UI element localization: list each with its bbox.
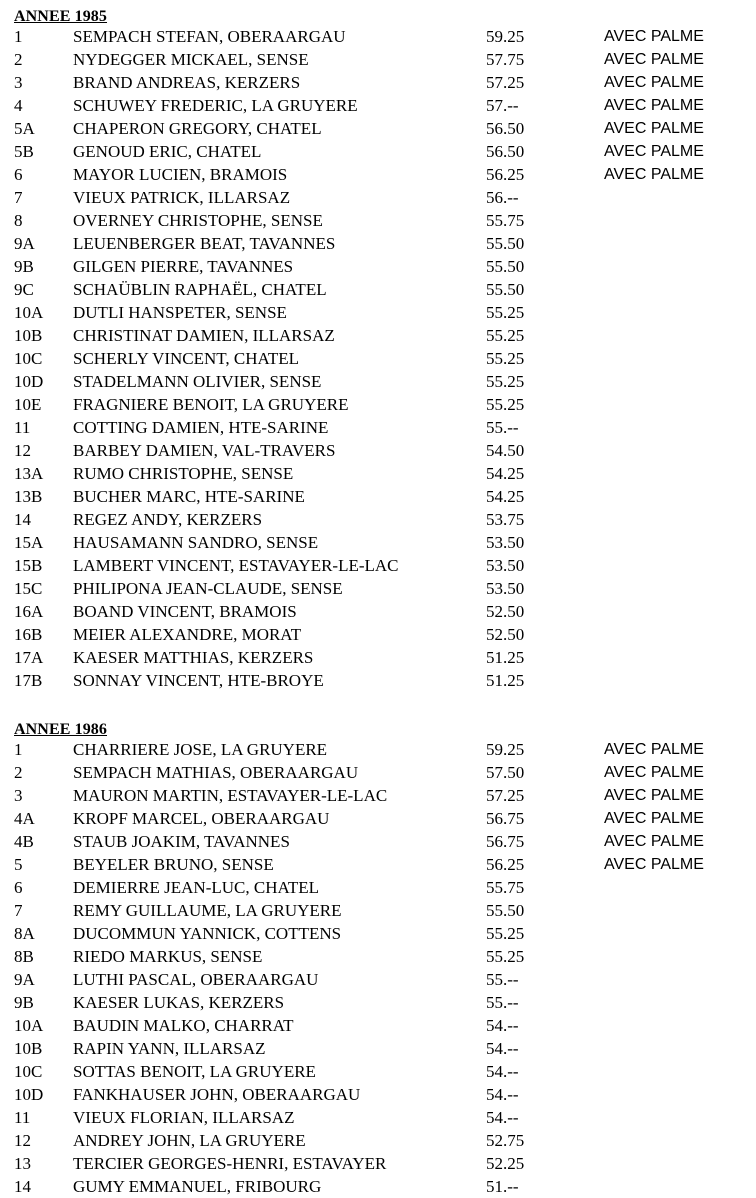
competitor-name: BEYELER BRUNO, SENSE (73, 855, 274, 874)
rank-cell: 14 (14, 1177, 31, 1196)
score-value: 51.25 (486, 648, 525, 667)
competitor-name: GILGEN PIERRE, TAVANNES (73, 257, 294, 276)
score-value: 55.75 (486, 211, 525, 230)
competitor-name: GENOUD ERIC, CHATEL (73, 142, 262, 161)
score-value: 55.25 (486, 303, 525, 322)
score-value: 57.25 (486, 786, 525, 805)
rank-cell: 10A (14, 1016, 44, 1035)
rank-cell: 15A (14, 533, 44, 552)
result-row (0, 876, 756, 899)
score-value: 55.50 (486, 234, 525, 253)
distinction-note: AVEC PALME (604, 97, 704, 114)
rank-cell: 10E (14, 395, 42, 414)
rank-cell: 10C (14, 1062, 43, 1081)
competitor-name: SONNAY VINCENT, HTE-BROYE (73, 671, 324, 690)
result-row (0, 508, 756, 531)
rank-cell: 12 (14, 1131, 31, 1150)
score-value: 51.25 (486, 671, 525, 690)
competitor-name: FANKHAUSER JOHN, OBERAARGAU (73, 1085, 361, 1104)
score-value: 53.50 (486, 556, 525, 575)
score-value: 53.50 (486, 579, 525, 598)
competitor-name: BOAND VINCENT, BRAMOIS (73, 602, 297, 621)
competitor-name: MAURON MARTIN, ESTAVAYER-LE-LAC (73, 786, 388, 805)
rank-cell: 9A (14, 234, 35, 253)
score-value: 57.-- (486, 96, 519, 115)
score-value: 55.-- (486, 418, 519, 437)
result-row (0, 669, 756, 692)
rank-cell: 3 (14, 73, 23, 92)
result-row (0, 922, 756, 945)
competitor-name: CHARRIERE JOSE, LA GRUYERE (73, 740, 328, 759)
score-value: 56.25 (486, 165, 525, 184)
rank-cell: 13B (14, 487, 43, 506)
result-row (0, 1060, 756, 1083)
rank-cell: 5A (14, 119, 35, 138)
competitor-name: CHAPERON GREGORY, CHATEL (73, 119, 322, 138)
result-row (0, 968, 756, 991)
rank-cell: 8B (14, 947, 34, 966)
competitor-name: KROPF MARCEL, OBERAARGAU (73, 809, 330, 828)
result-row (0, 554, 756, 577)
result-row (0, 784, 756, 807)
competitor-name: SCHAÜBLIN RAPHAËL, CHATEL (73, 280, 327, 299)
distinction-note: AVEC PALME (604, 74, 704, 91)
competitor-name: LAMBERT VINCENT, ESTAVAYER-LE-LAC (73, 556, 399, 575)
score-value: 55.50 (486, 257, 525, 276)
result-row (0, 1152, 756, 1175)
result-row (0, 71, 756, 94)
score-value: 59.25 (486, 740, 525, 759)
score-value: 55.25 (486, 326, 525, 345)
result-row (0, 577, 756, 600)
score-value: 54.-- (486, 1016, 519, 1035)
result-row (0, 1106, 756, 1129)
score-value: 56.25 (486, 855, 525, 874)
result-row (0, 945, 756, 968)
rank-cell: 10D (14, 1085, 44, 1104)
section-heading: ANNEE 1985 (14, 8, 108, 25)
result-row (0, 531, 756, 554)
rank-cell: 15B (14, 556, 43, 575)
score-value: 57.25 (486, 73, 525, 92)
rank-cell: 10C (14, 349, 43, 368)
competitor-name: VIEUX FLORIAN, ILLARSAZ (73, 1108, 295, 1127)
competitor-name: COTTING DAMIEN, HTE-SARINE (73, 418, 329, 437)
score-value: 56.75 (486, 809, 525, 828)
rank-cell: 10B (14, 326, 43, 345)
competitor-name: TERCIER GEORGES-HENRI, ESTAVAYER (73, 1154, 387, 1173)
result-row (0, 1175, 756, 1198)
result-row (0, 1083, 756, 1106)
competitor-name: PHILIPONA JEAN-CLAUDE, SENSE (73, 579, 343, 598)
score-value: 57.50 (486, 763, 525, 782)
result-row (0, 301, 756, 324)
result-row (0, 646, 756, 669)
rank-cell: 9A (14, 970, 35, 989)
rank-cell: 8 (14, 211, 23, 230)
competitor-name: VIEUX PATRICK, ILLARSAZ (73, 188, 291, 207)
distinction-note: AVEC PALME (604, 143, 704, 160)
result-row (0, 439, 756, 462)
result-row (0, 485, 756, 508)
score-value: 54.25 (486, 487, 525, 506)
competitor-name: NYDEGGER MICKAEL, SENSE (73, 50, 309, 69)
score-value: 54.-- (486, 1108, 519, 1127)
rank-cell: 11 (14, 418, 31, 437)
score-value: 55.25 (486, 372, 525, 391)
result-row (0, 1014, 756, 1037)
score-value: 57.75 (486, 50, 525, 69)
distinction-note: AVEC PALME (604, 741, 704, 758)
competitor-name: STAUB JOAKIM, TAVANNES (73, 832, 290, 851)
score-value: 55.25 (486, 924, 525, 943)
rank-cell: 12 (14, 441, 31, 460)
competitor-name: CHRISTINAT DAMIEN, ILLARSAZ (73, 326, 335, 345)
competitor-name: DUTLI HANSPETER, SENSE (73, 303, 287, 322)
rank-cell: 17A (14, 648, 44, 667)
rank-cell: 13A (14, 464, 44, 483)
score-value: 55.50 (486, 901, 525, 920)
results-list (0, 738, 756, 1198)
result-row (0, 255, 756, 278)
rank-cell: 13 (14, 1154, 31, 1173)
score-value: 54.25 (486, 464, 525, 483)
result-row (0, 761, 756, 784)
distinction-note: AVEC PALME (604, 120, 704, 137)
competitor-name: SCHERLY VINCENT, CHATEL (73, 349, 300, 368)
distinction-note: AVEC PALME (604, 833, 704, 850)
rank-cell: 10D (14, 372, 44, 391)
result-row (0, 232, 756, 255)
rank-cell: 11 (14, 1108, 31, 1127)
score-value: 52.25 (486, 1154, 525, 1173)
result-row (0, 48, 756, 71)
score-value: 53.75 (486, 510, 525, 529)
result-row (0, 738, 756, 761)
competitor-name: BUCHER MARC, HTE-SARINE (73, 487, 305, 506)
rank-cell: 9C (14, 280, 34, 299)
result-row (0, 370, 756, 393)
result-row (0, 94, 756, 117)
competitor-name: KAESER LUKAS, KERZERS (73, 993, 285, 1012)
competitor-name: MAYOR LUCIEN, BRAMOIS (73, 165, 288, 184)
distinction-note: AVEC PALME (604, 764, 704, 781)
result-row (0, 600, 756, 623)
competitor-name: BRAND ANDREAS, KERZERS (73, 73, 301, 92)
result-row (0, 347, 756, 370)
competitor-name: REMY GUILLAUME, LA GRUYERE (73, 901, 342, 920)
competitor-name: RUMO CHRISTOPHE, SENSE (73, 464, 294, 483)
rank-cell: 6 (14, 878, 23, 897)
result-row (0, 899, 756, 922)
competitor-name: STADELMANN OLIVIER, SENSE (73, 372, 322, 391)
result-row (0, 991, 756, 1014)
distinction-note: AVEC PALME (604, 810, 704, 827)
competitor-name: RAPIN YANN, ILLARSAZ (73, 1039, 266, 1058)
competitor-name: OVERNEY CHRISTOPHE, SENSE (73, 211, 323, 230)
rank-cell: 17B (14, 671, 43, 690)
competitor-name: BAUDIN MALKO, CHARRAT (73, 1016, 294, 1035)
competitor-name: SEMPACH MATHIAS, OBERAARGAU (73, 763, 359, 782)
rank-cell: 16B (14, 625, 43, 644)
result-row (0, 278, 756, 301)
competitor-name: HAUSAMANN SANDRO, SENSE (73, 533, 319, 552)
score-value: 56.50 (486, 142, 525, 161)
rank-cell: 16A (14, 602, 44, 621)
result-row (0, 117, 756, 140)
rank-cell: 15C (14, 579, 43, 598)
result-row (0, 163, 756, 186)
result-row (0, 623, 756, 646)
score-value: 55.25 (486, 349, 525, 368)
rank-cell: 8A (14, 924, 35, 943)
score-value: 51.-- (486, 1177, 519, 1196)
result-row (0, 462, 756, 485)
score-value: 56.50 (486, 119, 525, 138)
competitor-name: SCHUWEY FREDERIC, LA GRUYERE (73, 96, 358, 115)
rank-cell: 6 (14, 165, 23, 184)
competitor-name: LEUENBERGER BEAT, TAVANNES (73, 234, 336, 253)
competitor-name: LUTHI PASCAL, OBERAARGAU (73, 970, 319, 989)
competitor-name: DEMIERRE JEAN-LUC, CHATEL (73, 878, 320, 897)
distinction-note: AVEC PALME (604, 787, 704, 804)
result-row (0, 209, 756, 232)
score-value: 54.-- (486, 1085, 519, 1104)
score-value: 52.50 (486, 602, 525, 621)
result-row (0, 186, 756, 209)
score-value: 54.50 (486, 441, 525, 460)
rank-cell: 9B (14, 993, 34, 1012)
result-row (0, 25, 756, 48)
competitor-name: KAESER MATTHIAS, KERZERS (73, 648, 314, 667)
distinction-note: AVEC PALME (604, 51, 704, 68)
score-value: 52.75 (486, 1131, 525, 1150)
results-list (0, 25, 756, 692)
score-value: 55.75 (486, 878, 525, 897)
competitor-name: GUMY EMMANUEL, FRIBOURG (73, 1177, 322, 1196)
score-value: 55.-- (486, 993, 519, 1012)
competitor-name: RIEDO MARKUS, SENSE (73, 947, 263, 966)
section-heading: ANNEE 1986 (14, 721, 108, 738)
distinction-note: AVEC PALME (604, 166, 704, 183)
result-row (0, 1129, 756, 1152)
result-row (0, 140, 756, 163)
rank-cell: 7 (14, 901, 23, 920)
rank-cell: 10B (14, 1039, 43, 1058)
score-value: 54.-- (486, 1062, 519, 1081)
rank-cell: 4B (14, 832, 34, 851)
result-row (0, 830, 756, 853)
result-row (0, 807, 756, 830)
competitor-name: BARBEY DAMIEN, VAL-TRAVERS (73, 441, 336, 460)
competitor-name: REGEZ ANDY, KERZERS (73, 510, 263, 529)
score-value: 54.-- (486, 1039, 519, 1058)
rank-cell: 4 (14, 96, 23, 115)
competitor-name: SEMPACH STEFAN, OBERAARGAU (73, 27, 346, 46)
result-row (0, 324, 756, 347)
result-row (0, 416, 756, 439)
score-value: 56.75 (486, 832, 525, 851)
rank-cell: 3 (14, 786, 23, 805)
score-value: 55.25 (486, 947, 525, 966)
rank-cell: 1 (14, 27, 23, 46)
result-row (0, 393, 756, 416)
rank-cell: 2 (14, 50, 23, 69)
score-value: 53.50 (486, 533, 525, 552)
score-value: 55.50 (486, 280, 525, 299)
score-value: 59.25 (486, 27, 525, 46)
rank-cell: 10A (14, 303, 44, 322)
score-value: 55.-- (486, 970, 519, 989)
rank-cell: 9B (14, 257, 34, 276)
competitor-name: ANDREY JOHN, LA GRUYERE (73, 1131, 306, 1150)
score-value: 56.-- (486, 188, 519, 207)
result-row (0, 1037, 756, 1060)
rank-cell: 14 (14, 510, 31, 529)
score-value: 55.25 (486, 395, 525, 414)
competitor-name: SOTTAS BENOIT, LA GRUYERE (73, 1062, 316, 1081)
rank-cell: 1 (14, 740, 23, 759)
rank-cell: 7 (14, 188, 23, 207)
rank-cell: 5 (14, 855, 23, 874)
distinction-note: AVEC PALME (604, 28, 704, 45)
rank-cell: 4A (14, 809, 35, 828)
rank-cell: 2 (14, 763, 23, 782)
score-value: 52.50 (486, 625, 525, 644)
competitor-name: FRAGNIERE BENOIT, LA GRUYERE (73, 395, 349, 414)
competitor-name: MEIER ALEXANDRE, MORAT (73, 625, 302, 644)
result-row (0, 853, 756, 876)
rank-cell: 5B (14, 142, 34, 161)
competitor-name: DUCOMMUN YANNICK, COTTENS (73, 924, 342, 943)
distinction-note: AVEC PALME (604, 856, 704, 873)
